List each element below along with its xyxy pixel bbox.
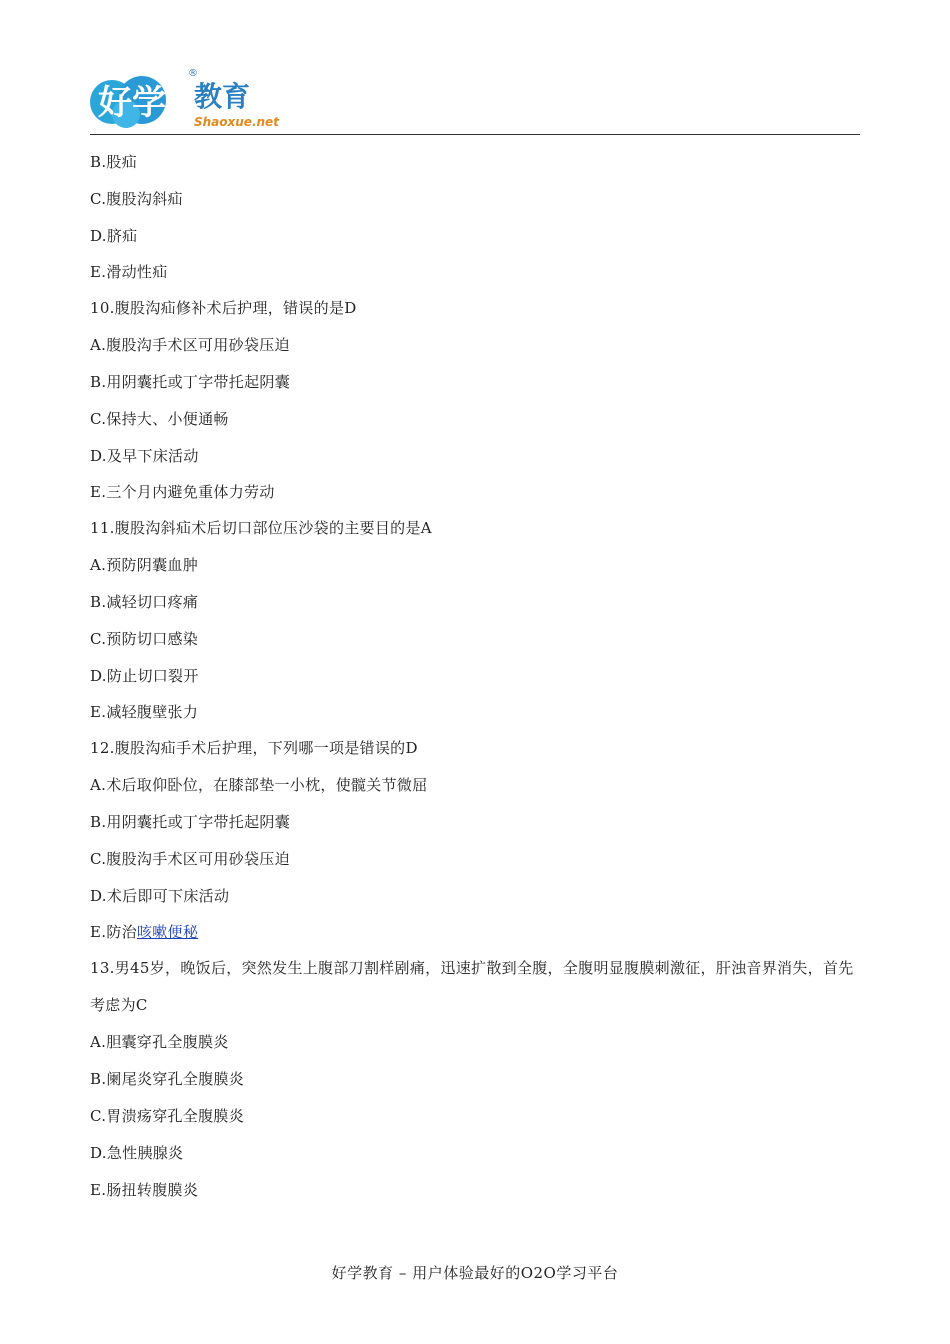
document-body xyxy=(90,144,865,1209)
svg-text:好学: 好学 xyxy=(98,83,166,123)
question-line: 12.腹股沟疝手术后护理，下列哪一项是错误的D xyxy=(90,739,418,757)
option-line: D.防止切口裂开 xyxy=(90,667,199,685)
option-line: A.胆囊穿孔全腹膜炎 xyxy=(90,1033,229,1051)
option-line: B.减轻切口疼痛 xyxy=(90,593,199,611)
option-line: E.滑动性疝 xyxy=(90,263,168,281)
svg-text:教育: 教育 xyxy=(194,80,251,113)
option-line: C.胃溃疡穿孔全腹膜炎 xyxy=(90,1107,245,1125)
option-line: D.急性胰腺炎 xyxy=(90,1144,184,1162)
option-line: C.腹股沟手术区可用砂袋压迫 xyxy=(90,850,290,868)
svg-text:Shaoxue.net: Shaoxue.net xyxy=(194,115,279,129)
header-divider xyxy=(90,134,860,135)
haoxue-logo xyxy=(90,62,280,134)
option-line: D.及早下床活动 xyxy=(90,447,199,465)
page-header xyxy=(90,62,860,136)
question-line: 10.腹股沟疝修补术后护理，错误的是D xyxy=(90,299,357,317)
option-line: A.术后取仰卧位，在膝部垫一小枕，使髋关节微屈 xyxy=(90,776,428,794)
option-line: B.用阴囊托或丁字带托起阴囊 xyxy=(90,813,290,831)
question-line: 13.男45岁，晚饭后，突然发生上腹部刀割样剧痛，迅速扩散到全腹，全腹明显腹膜刺激征，肝浊音界消失，首先考虑为C xyxy=(90,959,854,1014)
option-line: E.减轻腹壁张力 xyxy=(90,703,199,721)
cough-constipation-link[interactable]: 咳嗽便秘 xyxy=(136,923,199,941)
question-line: 11.腹股沟斜疝术后切口部位压沙袋的主要目的是A xyxy=(90,519,432,537)
page-footer: 好学教育 – 用户体验最好的O2O学习平台 xyxy=(331,1264,619,1282)
option-prefix: E.防治 xyxy=(90,923,137,941)
option-line-with-link xyxy=(90,915,865,950)
option-line: C.预防切口感染 xyxy=(90,630,199,648)
option-line: D.脐疝 xyxy=(90,227,138,245)
svg-text:®: ® xyxy=(188,68,198,79)
option-line: D.术后即可下床活动 xyxy=(90,887,230,905)
option-line: E.肠扭转腹膜炎 xyxy=(90,1181,199,1199)
option-line: C.保持大、小便通畅 xyxy=(90,410,229,428)
option-line: B.用阴囊托或丁字带托起阴囊 xyxy=(90,373,290,391)
option-line: A.腹股沟手术区可用砂袋压迫 xyxy=(90,336,290,354)
option-line: B.股疝 xyxy=(90,153,137,171)
option-line: C.腹股沟斜疝 xyxy=(90,190,183,208)
option-line: B.阑尾炎穿孔全腹膜炎 xyxy=(90,1070,245,1088)
option-line: E.三个月内避免重体力劳动 xyxy=(90,483,275,501)
option-line: A.预防阴囊血肿 xyxy=(90,556,199,574)
